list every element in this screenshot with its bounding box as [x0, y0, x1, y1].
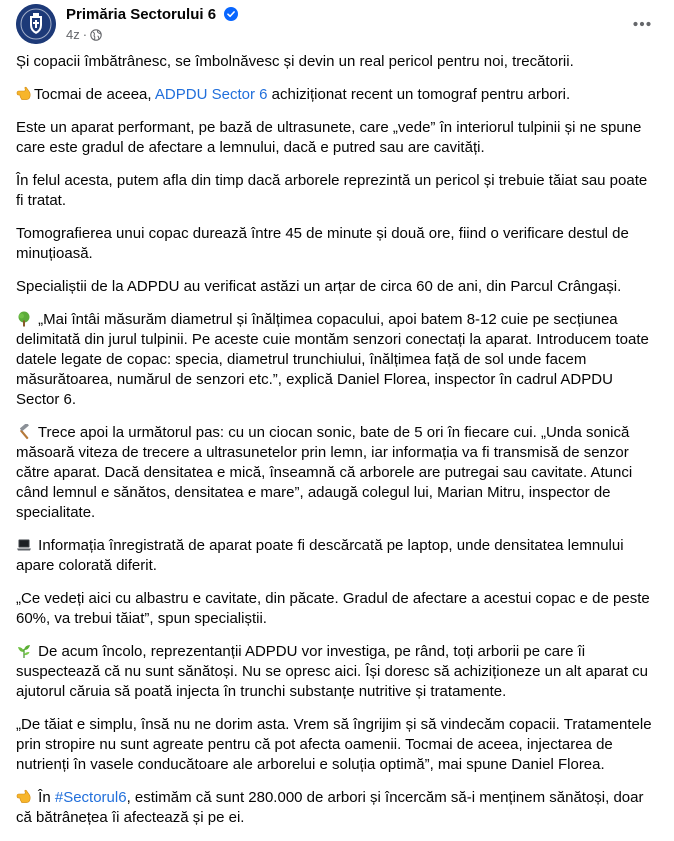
post-meta	[66, 27, 102, 42]
page-name-row	[66, 6, 238, 23]
paragraph-text: În felul acesta, putem afla din timp dacă arborele reprezintă un pericol și trebuie tăiat sau poate fi tratat.	[16, 172, 648, 209]
post-paragraph	[16, 788, 656, 828]
laptop-icon	[16, 537, 32, 553]
verified-badge-icon	[224, 7, 238, 21]
herb-icon	[16, 643, 32, 659]
post-paragraph	[16, 85, 656, 105]
post-paragraph	[16, 171, 656, 211]
globe-icon[interactable]	[90, 29, 102, 41]
hashtag-link[interactable]: #Sectorul6	[54, 789, 127, 806]
paragraph-text: Tocmai de aceea,	[34, 86, 155, 103]
paragraph-text: „Ce vedeți aici cu albastru e cavitate, din păcate. Gradul de afectare a acestui copac e de peste 60%, va trebui tăiat”, spun specialiștii.	[16, 590, 650, 627]
paragraph-text: , estimăm că sunt 280.000 de arbori și încercăm să-i menținem sănătoși, doar că bătrânețea îi afectează și pe ei.	[16, 789, 644, 826]
paragraph-text: achiziționat recent un tomograf pentru arbori.	[267, 86, 571, 103]
paragraph-text: De acum încolo, reprezentanții ADPDU vor investiga, pe rând, toți arborii pe care îi suspectează că nu sunt sănătoși. Nu se opresc aici. Își doresc să achiziționeze un alt aparat cu ajutorul căruia să poată injecta în trunchi substanțe nutritive și tratamente.	[16, 643, 649, 700]
post-paragraph	[16, 118, 656, 158]
more-options-button[interactable]	[626, 8, 658, 40]
post-paragraph	[16, 715, 656, 775]
post-timestamp[interactable]: 4z	[66, 27, 80, 42]
post-paragraph	[16, 536, 656, 576]
page-name-link[interactable]: Primăria Sectorului 6	[66, 6, 217, 23]
paragraph-text: Specialiștii de la ADPDU au verificat astăzi un arțar de circa 60 de ani, din Parcul Crângași.	[16, 278, 622, 295]
paragraph-text: „De tăiat e simplu, însă nu ne dorim asta. Vrem să îngrijim și să vindecăm copacii. Tratamentele prin stropire nu sunt agreate pentru că pot afecta oamenii. Tocmai de aceea, injectarea de nutrienți în vasele conducătoare ale arborelui e soluția optimă”, mai spune Daniel Florea.	[16, 716, 652, 773]
hammer-icon	[16, 424, 32, 440]
adpdu-page-link[interactable]: ADPDU Sector 6	[154, 86, 268, 103]
meta-separator: ·	[82, 27, 88, 42]
post-paragraph	[16, 277, 656, 297]
coat-of-arms-icon	[16, 4, 56, 44]
paragraph-text: Și copacii îmbătrânesc, se îmbolnăvesc și devin un real pericol pentru noi, trecătorii.	[16, 53, 574, 70]
more-horizontal-icon	[626, 8, 658, 40]
paragraph-text: Informația înregistrată de aparat poate fi descărcată pe laptop, unde densitatea lemnului apare colorată diferit.	[16, 537, 624, 574]
post-paragraph	[16, 589, 656, 629]
backhand-index-pointing-right-icon	[16, 789, 32, 805]
paragraph-text: Este un aparat performant, pe bază de ultrasunete, care „vede” în interiorul tulpinii și ne spune care este gradul de afectare a lemnului, dacă e putred sau are cavități.	[16, 119, 642, 156]
post-paragraph	[16, 310, 656, 410]
post-paragraph	[16, 52, 656, 72]
backhand-index-pointing-right-icon	[16, 86, 32, 102]
post-paragraph	[16, 642, 656, 702]
post-header	[16, 4, 658, 44]
deciduous-tree-icon	[16, 311, 32, 327]
paragraph-text: „Mai întâi măsurăm diametrul și înălțimea copacului, apoi batem 8-12 cuie pe secțiunea delimitată din jurul tulpinii. Pe aceste cuie montăm senzori conectați la aparat. Introducem toate datele legate de copac: specia, diametrul trunchiului, înălțimea față de sol unde facem măsurătoarea, numărul de senzori etc.”, explică Daniel Florea, inspector în cadrul ADPDU Sector 6.	[16, 311, 649, 408]
page-avatar[interactable]	[16, 4, 56, 44]
post-text	[16, 52, 656, 841]
post-paragraph	[16, 423, 656, 523]
paragraph-text: În	[38, 789, 55, 806]
post-paragraph	[16, 224, 656, 264]
paragraph-text: Trece apoi la următorul pas: cu un ciocan sonic, bate de 5 ori în fiecare cui. „Unda sonică măsoară viteza de trecere a ultrasunetelor prin lemn, iar informația va fi transmisă de senzor către aparat. Dacă densitatea e mică, înseamnă că arborele are putregai sau cavitate. Atunci când lemnul e sănătos, densitatea e mare”, adaugă colegul lui, Marian Mitru, inspector de specialitate.	[16, 424, 633, 521]
paragraph-text: Tomografierea unui copac durează între 45 de minute și două ore, fiind o verificare destul de minuțioasă.	[16, 225, 629, 262]
